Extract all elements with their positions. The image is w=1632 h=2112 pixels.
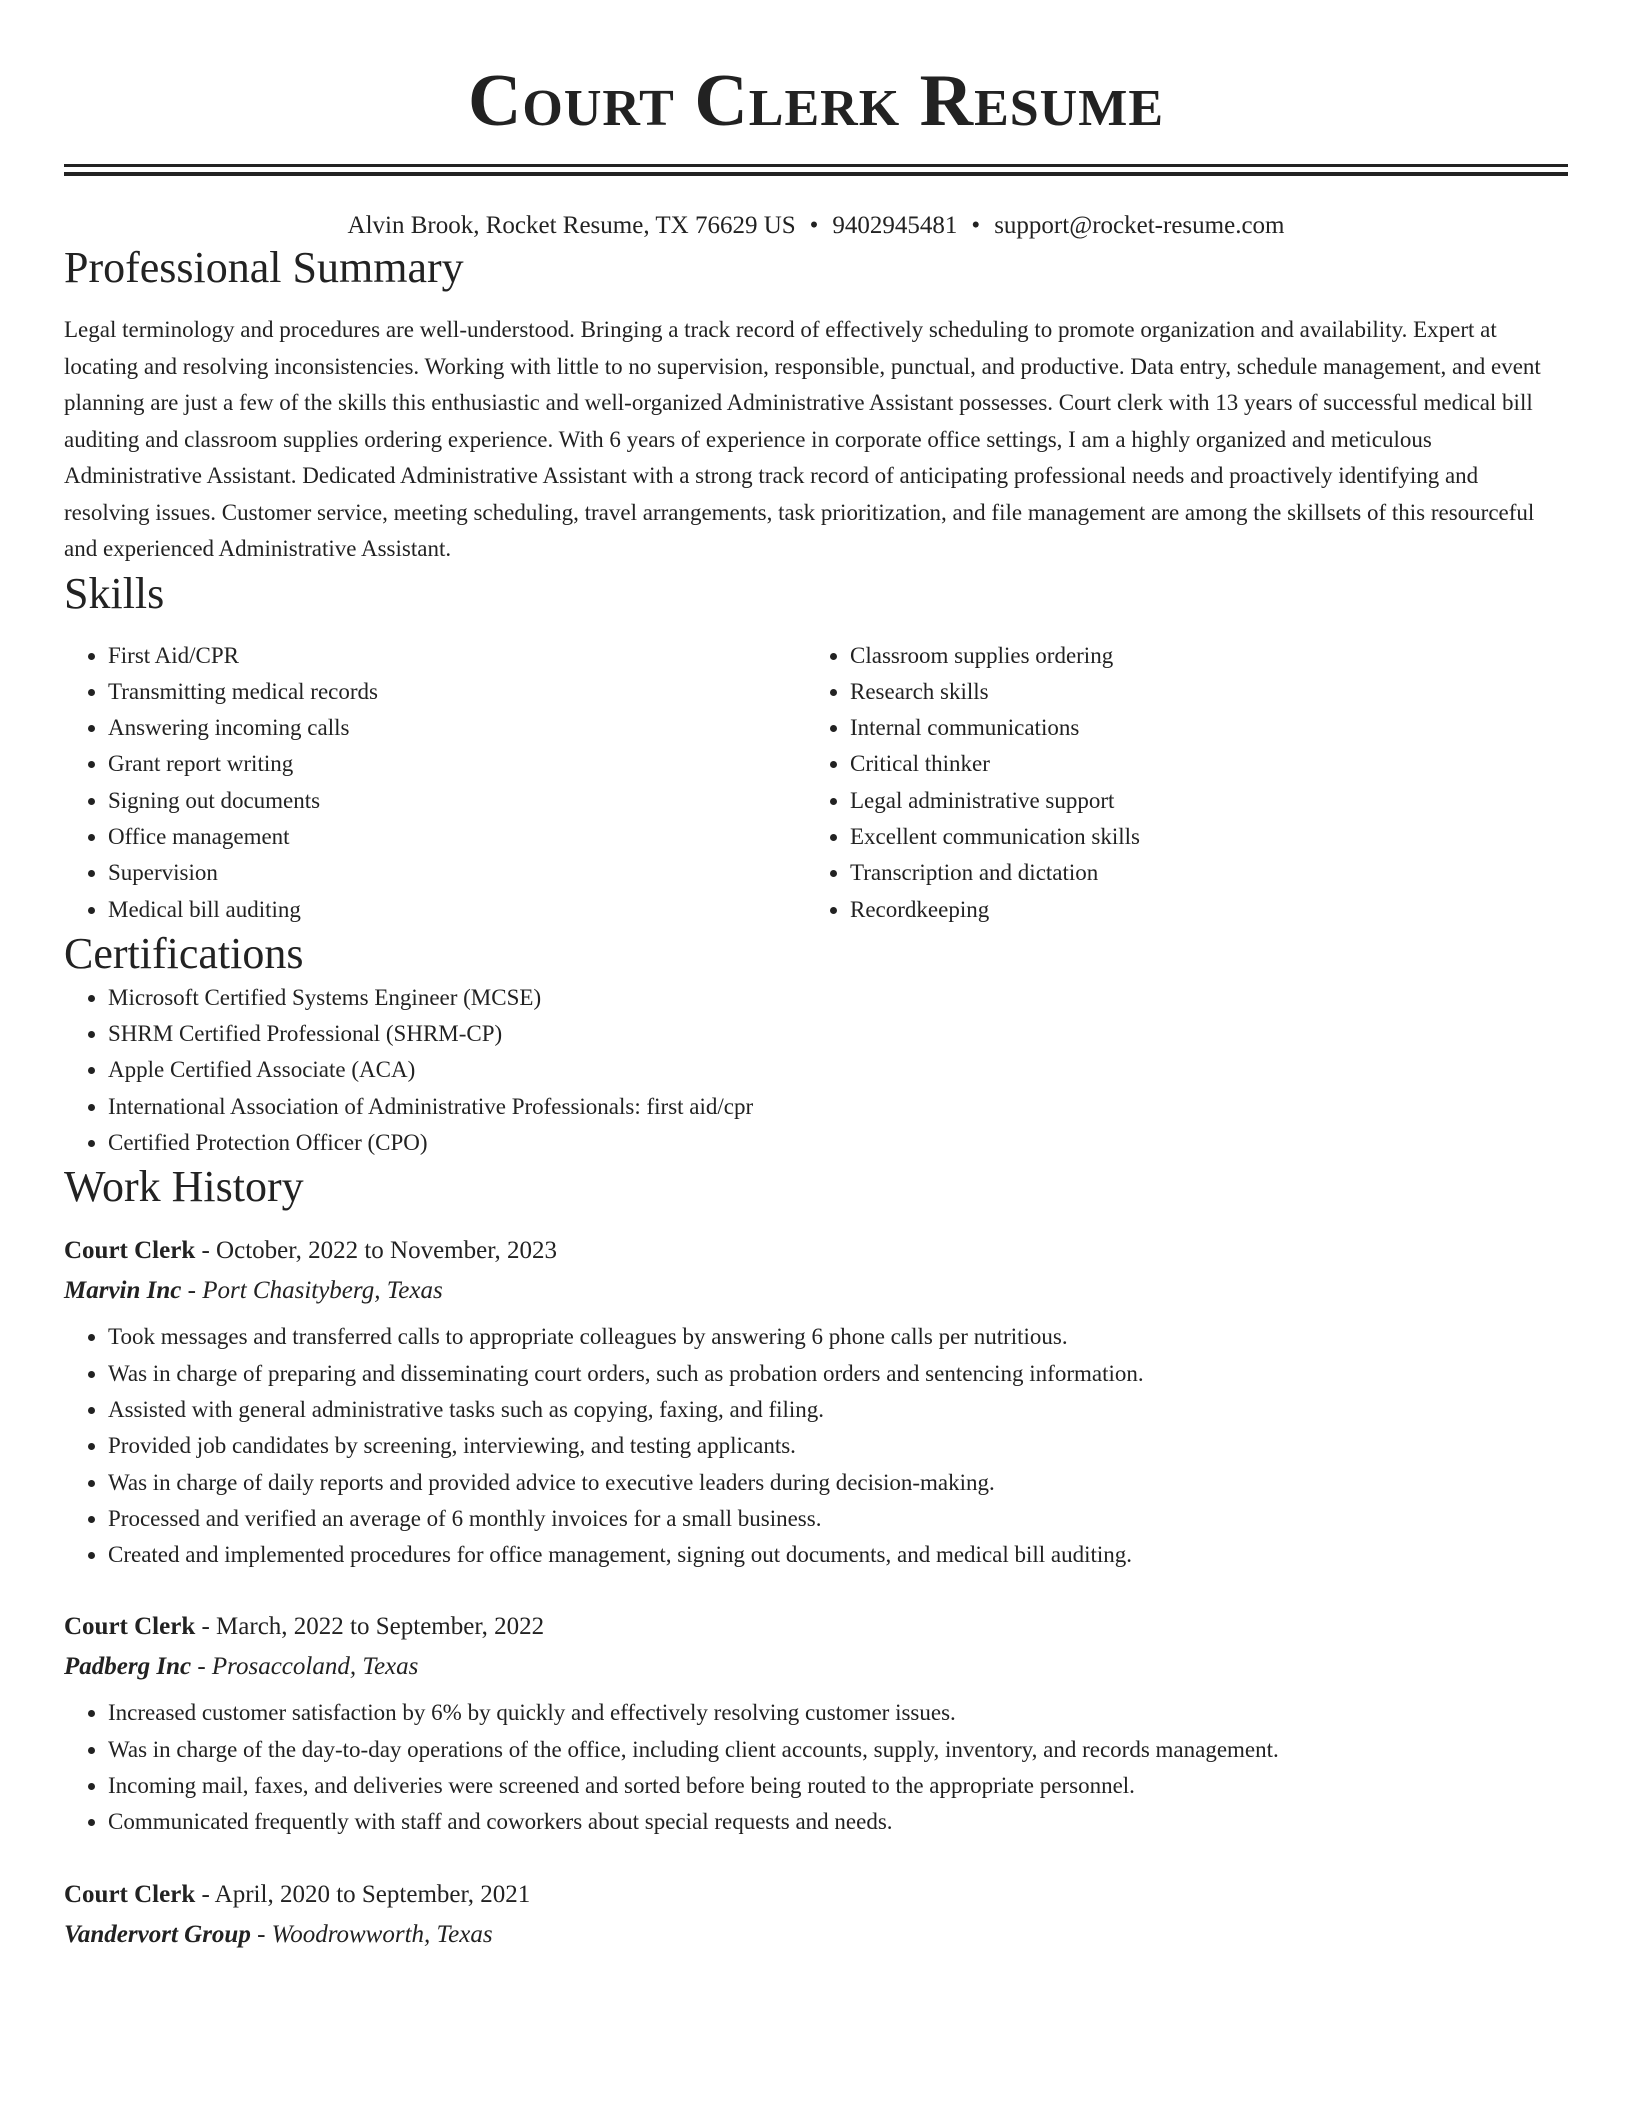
job-title: Court Clerk	[64, 1237, 196, 1265]
skill-item: • Signing out documents	[108, 783, 806, 819]
job-company-line	[64, 1647, 1568, 1687]
job-company: Marvin Inc	[64, 1277, 182, 1305]
job-company: Padberg Inc	[64, 1653, 192, 1681]
certification-item: • SHRM Certified Professional (SHRM-CP)	[108, 1016, 1568, 1052]
job-bullet: • Processed and verified an average of 6 monthly invoices for a small business.	[108, 1501, 1568, 1537]
skill-item: • First Aid/CPR	[108, 638, 806, 674]
job-company-line	[64, 1271, 1568, 1311]
job-bullet: • Increased customer satisfaction by 6% by quickly and effectively resolving customer issues.	[108, 1695, 1568, 1731]
skill-item: • Classroom supplies ordering	[850, 638, 1548, 674]
skill-item: • Internal communications	[850, 710, 1548, 746]
skill-item: • Research skills	[850, 674, 1548, 710]
contact-email: support@rocket-resume.com	[994, 212, 1285, 239]
certifications-list	[64, 980, 1568, 1161]
skill-item: • Transmitting medical records	[108, 674, 806, 710]
job-title: Court Clerk	[64, 1613, 196, 1641]
skill-item: • Answering incoming calls	[108, 710, 806, 746]
job-bullet: • Communicated frequently with staff and coworkers about special requests and needs.	[108, 1804, 1568, 1840]
summary-text: Legal terminology and procedures are well-understood. Bringing a track record of effectively scheduling to promote organization and availability. Expert at locating and resolving inconsistencies. Working with little to no supervision, responsible, punctual, and productive. Data entry, schedule management, and event planning are just a few of the skills this enthusiastic and well-organized Administrative Assistant possesses. Court clerk with 13 years of successful medical bill auditing and classroom supplies ordering experience. With 6 years of experience in corporate office settings, I am a highly organized and meticulous Administrative Assistant. Dedicated Administrative Assistant with a strong track record of anticipating professional needs and proactively identifying and resolving issues. Customer service, meeting scheduling, travel arrangements, task prioritization, and file management are among the skillsets of this resourceful and experienced Administrative Assistant.	[64, 317, 1541, 561]
job-title-line	[64, 1875, 1568, 1915]
certification-item: • Microsoft Certified Systems Engineer (MCSE)	[108, 980, 1568, 1016]
job-bullet: • Was in charge of the day-to-day operations of the office, including client accounts, supply, inventory, and records management.	[108, 1732, 1568, 1768]
certification-item: • International Association of Administrative Professionals: first aid/cpr	[108, 1089, 1568, 1125]
job-bullet: • Provided job candidates by screening, interviewing, and testing applicants.	[108, 1428, 1568, 1464]
job-dates: - March, 2022 to September, 2022	[195, 1613, 545, 1641]
skills-heading: Skills	[64, 568, 165, 618]
contact-address: Alvin Brook, Rocket Resume, TX 76629 US	[347, 212, 796, 239]
job-dates: - April, 2020 to September, 2021	[195, 1880, 531, 1908]
job-entry	[64, 1607, 1568, 1840]
job-bullet: • Took messages and transferred calls to appropriate colleagues by answering 6 phone calls per nutritious.	[108, 1319, 1568, 1355]
job-bullet: • Was in charge of daily reports and provided advice to executive leaders during decision-making.	[108, 1465, 1568, 1501]
contact-line	[64, 210, 1568, 242]
skills-column-right	[806, 638, 1548, 928]
job-location: - Woodrowworth, Texas	[250, 1920, 493, 1948]
skills-list-right	[806, 638, 1548, 928]
job-dates: - October, 2022 to November, 2023	[195, 1237, 558, 1265]
job-entry	[64, 1231, 1568, 1573]
job-bullet: • Assisted with general administrative tasks such as copying, faxing, and filing.	[108, 1392, 1568, 1428]
skill-item: • Recordkeeping	[850, 892, 1548, 928]
job-bullet: • Was in charge of preparing and disseminating court orders, such as probation orders and sentencing information.	[108, 1356, 1568, 1392]
resume-page	[64, 0, 1568, 1955]
job-company-line	[64, 1915, 1568, 1955]
certifications-heading: Certifications	[64, 928, 304, 978]
job-location: - Prosaccoland, Texas	[191, 1653, 419, 1681]
skill-item: • Excellent communication skills	[850, 819, 1548, 855]
skills-grid	[64, 638, 1568, 928]
skill-item: • Critical thinker	[850, 746, 1548, 782]
skill-item: • Transcription and dictation	[850, 855, 1548, 891]
job-title: Court Clerk	[64, 1880, 196, 1908]
job-title-line	[64, 1607, 1568, 1647]
contact-phone: 9402945481	[832, 212, 958, 239]
work-history-heading: Work History	[64, 1162, 304, 1212]
skill-item: • Supervision	[108, 855, 806, 891]
certification-item: • Certified Protection Officer (CPO)	[108, 1125, 1568, 1161]
page-title: Court Clerk Resume	[467, 60, 1165, 142]
job-location: - Port Chasityberg, Texas	[181, 1277, 443, 1305]
contact-separator: •	[971, 212, 981, 239]
certification-item: • Apple Certified Associate (ACA)	[108, 1052, 1568, 1088]
skill-item: • Office management	[108, 819, 806, 855]
contact-separator: •	[809, 212, 819, 239]
job-entry	[64, 1875, 1568, 1955]
skill-item: • Medical bill auditing	[108, 892, 806, 928]
job-bullet: • Incoming mail, faxes, and deliveries were screened and sorted before being routed to the appropriate personnel.	[108, 1768, 1568, 1804]
job-title-line	[64, 1231, 1568, 1271]
summary-heading: Professional Summary	[64, 243, 464, 292]
job-bullets	[64, 1695, 1568, 1840]
skill-item: • Legal administrative support	[850, 783, 1548, 819]
skills-list-left	[64, 638, 806, 928]
job-bullets	[64, 1319, 1568, 1573]
skills-column-left	[64, 638, 806, 928]
job-company: Vandervort Group	[64, 1920, 251, 1948]
skill-item: • Grant report writing	[108, 746, 806, 782]
title-divider	[64, 164, 1568, 176]
job-bullet: • Created and implemented procedures for office management, signing out documents, and medical bill auditing.	[108, 1537, 1568, 1573]
